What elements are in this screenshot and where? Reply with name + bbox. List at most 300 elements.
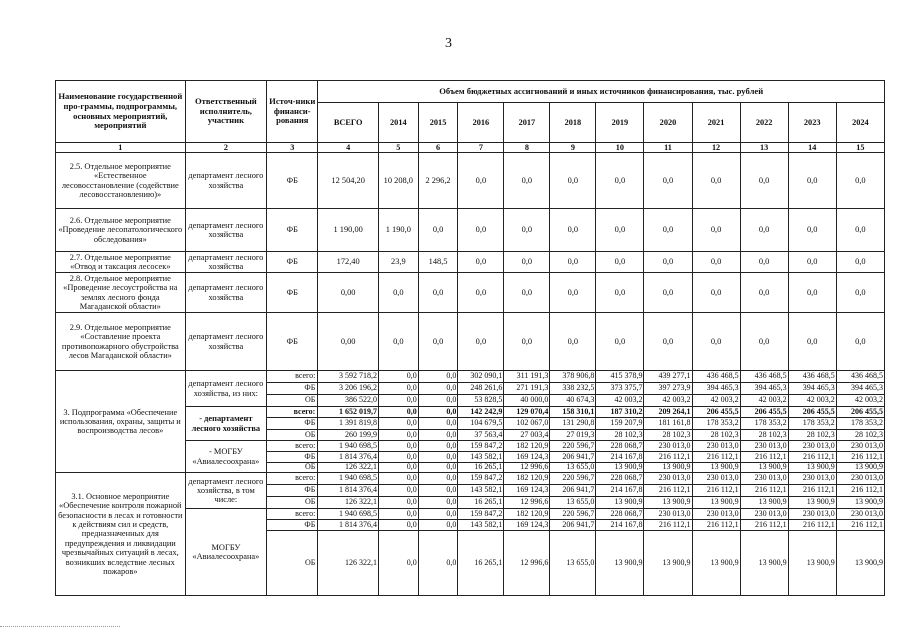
column-index: 2	[185, 143, 267, 153]
funding-source: ОБ	[267, 531, 318, 596]
amount-cell: 0,0	[378, 395, 418, 407]
amount-cell: 394 465,3	[692, 383, 740, 395]
amount-cell: 230 013,0	[644, 441, 692, 452]
amount-cell: 16 265,1	[458, 497, 504, 509]
table-row	[56, 153, 885, 209]
amount-cell: 436 468,5	[692, 371, 740, 383]
amount-cell: 0,0	[692, 313, 740, 371]
amount-cell: 0,0	[836, 313, 884, 371]
amount-cell: 0,0	[644, 313, 692, 371]
page-number: 3	[445, 36, 452, 51]
amount-cell: 169 124,3	[504, 485, 550, 497]
amount-cell: 230 013,0	[788, 473, 836, 485]
executor: МОГБУ «Авиалесоохрана»	[185, 509, 267, 596]
amount-cell: 0,0	[788, 273, 836, 313]
amount-cell: 216 112,1	[644, 452, 692, 463]
amount-cell: 13 655,0	[550, 497, 596, 509]
amount-cell: 0,0	[692, 153, 740, 209]
amount-cell: 23,9	[378, 252, 418, 273]
amount-cell: 12 996,6	[504, 463, 550, 473]
header-year: 2015	[418, 103, 458, 143]
amount-cell: 0,0	[504, 209, 550, 252]
amount-cell: 0,0	[596, 209, 644, 252]
amount-cell: 230 013,0	[692, 509, 740, 520]
amount-cell: 1 814 376,4	[318, 452, 379, 463]
amount-cell: 0,0	[378, 430, 418, 441]
amount-cell: 28 102,3	[836, 430, 884, 441]
amount-cell: 3 592 718,2	[318, 371, 379, 383]
amount-cell: 220 596,7	[550, 441, 596, 452]
funding-source: всего:	[267, 509, 318, 520]
amount-cell: 216 112,1	[740, 485, 788, 497]
amount-cell: 13 900,9	[836, 531, 884, 596]
column-index: 15	[836, 143, 884, 153]
amount-cell: 37 563,4	[458, 430, 504, 441]
amount-cell: 216 112,1	[788, 452, 836, 463]
amount-cell: 0,0	[378, 313, 418, 371]
amount-cell: 0,00	[318, 273, 379, 313]
amount-cell: 230 013,0	[836, 441, 884, 452]
amount-cell: 129 070,4	[504, 407, 550, 418]
amount-cell: 0,0	[740, 273, 788, 313]
amount-cell: 126 322,1	[318, 463, 379, 473]
amount-cell: 13 655,0	[550, 531, 596, 596]
header-source: Источ-ники финанси-рования	[267, 81, 318, 143]
amount-cell: 13 900,9	[692, 463, 740, 473]
budget-table	[55, 80, 885, 596]
amount-cell: 206 455,5	[740, 407, 788, 418]
header-year: 2021	[692, 103, 740, 143]
amount-cell: 42 003,2	[740, 395, 788, 407]
amount-cell: 216 112,1	[644, 520, 692, 531]
column-index: 13	[740, 143, 788, 153]
amount-cell: 12 996,6	[504, 531, 550, 596]
amount-cell: 28 102,3	[596, 430, 644, 441]
amount-cell: 230 013,0	[740, 441, 788, 452]
amount-cell: 206 455,5	[692, 407, 740, 418]
amount-cell: 216 112,1	[692, 520, 740, 531]
amount-cell: 0,0	[378, 452, 418, 463]
amount-cell: 271 191,3	[504, 383, 550, 395]
amount-cell: 0,0	[504, 252, 550, 273]
amount-cell: 206 455,5	[788, 407, 836, 418]
amount-cell: 1 940 698,5	[318, 509, 379, 520]
amount-cell: 394 465,3	[788, 383, 836, 395]
amount-cell: 3 206 196,2	[318, 383, 379, 395]
amount-cell: 0,0	[418, 383, 458, 395]
amount-cell: 0,0	[378, 520, 418, 531]
amount-cell: 0,0	[692, 273, 740, 313]
header-year: 2016	[458, 103, 504, 143]
amount-cell: 0,0	[458, 252, 504, 273]
funding-source: ОБ	[267, 497, 318, 509]
amount-cell: 0,0	[418, 463, 458, 473]
executor: департамент лесного хозяйства	[185, 252, 267, 273]
amount-cell: 214 167,8	[596, 520, 644, 531]
amount-cell: 0,0	[378, 273, 418, 313]
amount-cell: 182 120,9	[504, 509, 550, 520]
amount-cell: 338 232,5	[550, 383, 596, 395]
amount-cell: 216 112,1	[692, 452, 740, 463]
amount-cell: 143 582,1	[458, 485, 504, 497]
event-name: 2.8. Отдельное мероприятие «Проведение лесоустройства на землях лесного фонда Магаданской области»	[56, 273, 186, 313]
column-index: 1	[56, 143, 186, 153]
amount-cell: 187 310,2	[596, 407, 644, 418]
amount-cell: 181 161,8	[644, 418, 692, 430]
executor: департамент лесного хозяйства	[185, 153, 267, 209]
amount-cell: 216 112,1	[644, 485, 692, 497]
amount-cell: 0,0	[504, 153, 550, 209]
amount-cell: 260 199,9	[318, 430, 379, 441]
amount-cell: 16 265,1	[458, 463, 504, 473]
amount-cell: 53 828,5	[458, 395, 504, 407]
column-index: 6	[418, 143, 458, 153]
amount-cell: 102 067,0	[504, 418, 550, 430]
amount-cell: 13 900,9	[644, 463, 692, 473]
column-index: 8	[504, 143, 550, 153]
amount-cell: 0,0	[458, 313, 504, 371]
header-year: 2014	[378, 103, 418, 143]
table-row	[56, 209, 885, 252]
amount-cell: 0,0	[418, 313, 458, 371]
amount-cell: 42 003,2	[596, 395, 644, 407]
amount-cell: 228 068,7	[596, 473, 644, 485]
amount-cell: 0,0	[740, 153, 788, 209]
subprogram-name: 3.1. Основное мероприятие «Обеспечение контроля пожарной безопасности в лесах и готовности к действиям сил и средств, предназначенных для предупреждения и ликвидации чрезвычайных ситуаций в лесах, возникших вследствие лесных пожаров»	[56, 473, 186, 596]
header-executor: Ответственный исполнитель, участник	[185, 81, 267, 143]
executor: - МОГБУ «Авиалесоохрана»	[185, 441, 267, 473]
funding-source: ФБ	[267, 209, 318, 252]
amount-cell: 230 013,0	[644, 473, 692, 485]
amount-cell: 13 900,9	[788, 531, 836, 596]
amount-cell: 0,0	[418, 430, 458, 441]
amount-cell: 159 207,9	[596, 418, 644, 430]
amount-cell: 172,40	[318, 252, 379, 273]
amount-cell: 0,0	[692, 209, 740, 252]
amount-cell: 142 242,9	[458, 407, 504, 418]
funding-source: ФБ	[267, 313, 318, 371]
amount-cell: 12 504,20	[318, 153, 379, 209]
amount-cell: 13 900,9	[596, 463, 644, 473]
amount-cell: 159 847,2	[458, 473, 504, 485]
amount-cell: 216 112,1	[692, 485, 740, 497]
table-row	[56, 313, 885, 371]
amount-cell: 0,0	[836, 153, 884, 209]
amount-cell: 206 455,5	[836, 407, 884, 418]
amount-cell: 216 112,1	[788, 485, 836, 497]
amount-cell: 230 013,0	[788, 441, 836, 452]
amount-cell: 206 941,7	[550, 485, 596, 497]
funding-source: ОБ	[267, 463, 318, 473]
column-index: 9	[550, 143, 596, 153]
funding-source: ОБ	[267, 430, 318, 441]
amount-cell: 13 900,9	[788, 497, 836, 509]
funding-source: ФБ	[267, 485, 318, 497]
funding-source: ФБ	[267, 273, 318, 313]
amount-cell: 0,0	[788, 252, 836, 273]
amount-cell: 230 013,0	[836, 509, 884, 520]
amount-cell: 0,0	[644, 273, 692, 313]
amount-cell: 0,0	[596, 252, 644, 273]
header-year: 2022	[740, 103, 788, 143]
amount-cell: 0,0	[458, 153, 504, 209]
amount-cell: 0,0	[378, 407, 418, 418]
amount-cell: 0,0	[378, 509, 418, 520]
amount-cell: 0,0	[596, 313, 644, 371]
amount-cell: 0,0	[378, 418, 418, 430]
amount-cell: 126 322,1	[318, 531, 379, 596]
funding-source: ФБ	[267, 383, 318, 395]
amount-cell: 28 102,3	[692, 430, 740, 441]
amount-cell: 0,0	[418, 485, 458, 497]
amount-cell: 0,0	[836, 252, 884, 273]
amount-cell: 0,0	[788, 153, 836, 209]
amount-cell: 40 674,3	[550, 395, 596, 407]
header-year: 2017	[504, 103, 550, 143]
amount-cell: 13 900,9	[788, 463, 836, 473]
amount-cell: 13 900,9	[692, 497, 740, 509]
amount-cell: 178 353,2	[836, 418, 884, 430]
amount-cell: 0,0	[418, 497, 458, 509]
amount-cell: 131 290,8	[550, 418, 596, 430]
amount-cell: 0,0	[740, 313, 788, 371]
amount-cell: 214 167,8	[596, 485, 644, 497]
amount-cell: 28 102,3	[644, 430, 692, 441]
amount-cell: 0,0	[378, 473, 418, 485]
header-total: ВСЕГО	[318, 103, 379, 143]
table-row	[56, 473, 885, 485]
column-index: 14	[788, 143, 836, 153]
amount-cell: 13 900,9	[740, 531, 788, 596]
table-row	[56, 273, 885, 313]
amount-cell: 16 265,1	[458, 531, 504, 596]
funding-source: ФБ	[267, 418, 318, 430]
header-year: 2019	[596, 103, 644, 143]
amount-cell: 0,0	[418, 418, 458, 430]
amount-cell: 169 124,3	[504, 520, 550, 531]
amount-cell: 1 391 819,8	[318, 418, 379, 430]
amount-cell: 159 847,2	[458, 509, 504, 520]
funding-source: всего:	[267, 473, 318, 485]
amount-cell: 182 120,9	[504, 473, 550, 485]
amount-cell: 0,0	[836, 273, 884, 313]
amount-cell: 0,0	[596, 153, 644, 209]
amount-cell: 27 019,3	[550, 430, 596, 441]
amount-cell: 209 264,1	[644, 407, 692, 418]
amount-cell: 13 900,9	[836, 463, 884, 473]
amount-cell: 0,00	[318, 313, 379, 371]
amount-cell: 0,0	[378, 485, 418, 497]
column-index: 11	[644, 143, 692, 153]
amount-cell: 0,0	[418, 407, 458, 418]
column-index: 12	[692, 143, 740, 153]
amount-cell: 0,0	[418, 473, 458, 485]
page-bottom-edge	[0, 626, 120, 627]
amount-cell: 27 003,4	[504, 430, 550, 441]
amount-cell: 0,0	[458, 273, 504, 313]
amount-cell: 230 013,0	[740, 509, 788, 520]
table-row	[56, 371, 885, 383]
amount-cell: 0,0	[788, 313, 836, 371]
amount-cell: 0,0	[836, 209, 884, 252]
amount-cell: 1 652 019,7	[318, 407, 379, 418]
funding-source: всего:	[267, 441, 318, 452]
amount-cell: 159 847,2	[458, 441, 504, 452]
amount-cell: 439 277,1	[644, 371, 692, 383]
amount-cell: 0,0	[418, 520, 458, 531]
column-index: 5	[378, 143, 418, 153]
amount-cell: 169 124,3	[504, 452, 550, 463]
amount-cell: 378 906,8	[550, 371, 596, 383]
executor: департамент лесного хозяйства	[185, 273, 267, 313]
funding-source: всего:	[267, 407, 318, 418]
amount-cell: 1 940 698,5	[318, 473, 379, 485]
amount-cell: 0,0	[418, 509, 458, 520]
amount-cell: 42 003,2	[788, 395, 836, 407]
amount-cell: 178 353,2	[788, 418, 836, 430]
amount-cell: 0,0	[550, 273, 596, 313]
amount-cell: 436 468,5	[836, 371, 884, 383]
amount-cell: 1 814 376,4	[318, 520, 379, 531]
amount-cell: 13 900,9	[836, 497, 884, 509]
subprogram-name: 3. Подпрограмма «Обеспечение использования, охраны, защиты и воспроизводства лесов»	[56, 371, 186, 473]
amount-cell: 182 120,9	[504, 441, 550, 452]
table-row	[56, 252, 885, 273]
amount-cell: 0,0	[550, 153, 596, 209]
funding-source: ОБ	[267, 395, 318, 407]
amount-cell: 178 353,2	[692, 418, 740, 430]
funding-source: всего:	[267, 371, 318, 383]
amount-cell: 13 655,0	[550, 463, 596, 473]
amount-cell: 1 814 376,4	[318, 485, 379, 497]
funding-source: ФБ	[267, 520, 318, 531]
amount-cell: 28 102,3	[788, 430, 836, 441]
amount-cell: 394 465,3	[740, 383, 788, 395]
amount-cell: 230 013,0	[788, 509, 836, 520]
amount-cell: 0,0	[692, 252, 740, 273]
amount-cell: 206 941,7	[550, 452, 596, 463]
amount-cell: 0,0	[378, 371, 418, 383]
amount-cell: 228 068,7	[596, 441, 644, 452]
amount-cell: 0,0	[550, 313, 596, 371]
amount-cell: 302 090,1	[458, 371, 504, 383]
executor: - департамент лесного хозяйства	[185, 407, 267, 441]
header-year: 2020	[644, 103, 692, 143]
amount-cell: 0,0	[458, 209, 504, 252]
amount-cell: 394 465,3	[836, 383, 884, 395]
amount-cell: 143 582,1	[458, 520, 504, 531]
amount-cell: 220 596,7	[550, 473, 596, 485]
header-name: Наименование государственной про-граммы, подпрограммы, основных мероприятий, мероприятий	[56, 81, 186, 143]
amount-cell: 158 310,1	[550, 407, 596, 418]
amount-cell: 0,0	[418, 452, 458, 463]
amount-cell: 0,0	[550, 209, 596, 252]
amount-cell: 230 013,0	[644, 509, 692, 520]
amount-cell: 10 208,0	[378, 153, 418, 209]
event-name: 2.6. Отдельное мероприятие «Проведение лесопатологического обследования»	[56, 209, 186, 252]
amount-cell: 2 296,2	[418, 153, 458, 209]
amount-cell: 216 112,1	[740, 520, 788, 531]
amount-cell: 0,0	[418, 531, 458, 596]
header-year: 2018	[550, 103, 596, 143]
amount-cell: 0,0	[596, 273, 644, 313]
amount-cell: 0,0	[418, 273, 458, 313]
amount-cell: 230 013,0	[836, 473, 884, 485]
amount-cell: 311 191,3	[504, 371, 550, 383]
amount-cell: 0,0	[740, 209, 788, 252]
amount-cell: 104 679,5	[458, 418, 504, 430]
amount-cell: 230 013,0	[692, 473, 740, 485]
funding-source: ФБ	[267, 452, 318, 463]
amount-cell: 0,0	[378, 441, 418, 452]
column-index: 7	[458, 143, 504, 153]
amount-cell: 0,0	[550, 252, 596, 273]
executor: департамент лесного хозяйства	[185, 313, 267, 371]
executor: департамент лесного хозяйства, в том числе:	[185, 473, 267, 509]
amount-cell: 373 375,7	[596, 383, 644, 395]
column-index: 3	[267, 143, 318, 153]
column-index: 10	[596, 143, 644, 153]
amount-cell: 28 102,3	[740, 430, 788, 441]
amount-cell: 0,0	[740, 252, 788, 273]
amount-cell: 216 112,1	[836, 485, 884, 497]
amount-cell: 1 190,0	[378, 209, 418, 252]
amount-cell: 12 996,6	[504, 497, 550, 509]
amount-cell: 40 000,0	[504, 395, 550, 407]
amount-cell: 415 378,9	[596, 371, 644, 383]
amount-cell: 148,5	[418, 252, 458, 273]
amount-cell: 228 068,7	[596, 509, 644, 520]
amount-cell: 0,0	[418, 395, 458, 407]
amount-cell: 216 112,1	[740, 452, 788, 463]
amount-cell: 216 112,1	[788, 520, 836, 531]
executor: департамент лесного хозяйства, из них:	[185, 371, 267, 407]
header-year: 2024	[836, 103, 884, 143]
amount-cell: 143 582,1	[458, 452, 504, 463]
amount-cell: 216 112,1	[836, 520, 884, 531]
amount-cell: 0,0	[644, 252, 692, 273]
amount-cell: 0,0	[418, 441, 458, 452]
amount-cell: 42 003,2	[836, 395, 884, 407]
amount-cell: 0,0	[378, 531, 418, 596]
amount-cell: 0,0	[644, 153, 692, 209]
amount-cell: 397 273,9	[644, 383, 692, 395]
amount-cell: 436 468,5	[788, 371, 836, 383]
amount-cell: 0,0	[418, 371, 458, 383]
header-year: 2023	[788, 103, 836, 143]
amount-cell: 436 468,5	[740, 371, 788, 383]
amount-cell: 13 900,9	[692, 531, 740, 596]
amount-cell: 216 112,1	[836, 452, 884, 463]
amount-cell: 42 003,2	[644, 395, 692, 407]
amount-cell: 0,0	[504, 313, 550, 371]
amount-cell: 248 261,6	[458, 383, 504, 395]
amount-cell: 0,0	[378, 383, 418, 395]
amount-cell: 178 353,2	[740, 418, 788, 430]
column-index: 4	[318, 143, 379, 153]
amount-cell: 0,0	[378, 463, 418, 473]
amount-cell: 206 941,7	[550, 520, 596, 531]
amount-cell: 0,0	[418, 209, 458, 252]
amount-cell: 1 940 698,5	[318, 441, 379, 452]
event-name: 2.7. Отдельное мероприятие «Отвод и таксация лесосек»	[56, 252, 186, 273]
event-name: 2.5. Отдельное мероприятие «Естественное лесовосстановление (содействие лесовосстановлению)»	[56, 153, 186, 209]
amount-cell: 0,0	[788, 209, 836, 252]
amount-cell: 13 900,9	[644, 531, 692, 596]
funding-source: ФБ	[267, 153, 318, 209]
amount-cell: 42 003,2	[692, 395, 740, 407]
amount-cell: 230 013,0	[740, 473, 788, 485]
